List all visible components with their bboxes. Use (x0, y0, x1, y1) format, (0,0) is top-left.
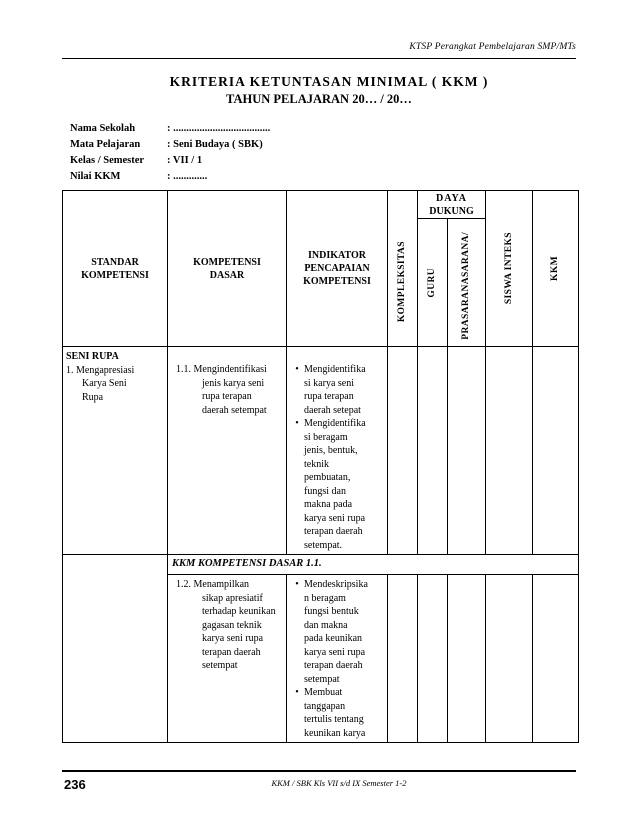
standar-kompetensi-continued (63, 555, 168, 743)
list-item: • Mengidentifika (295, 418, 366, 429)
footer-rule (62, 770, 576, 772)
kompetensi-dasar-cell-2: 1.2. Menampilkan sikap apresiatif terhadap keunikan gagasan teknik karya seni rupa terapan daerah setempat (168, 575, 287, 743)
info-row-class: Kelas / Semester : VII / 1 (70, 155, 203, 166)
empty-cell (533, 347, 579, 555)
header-guru: GURU (418, 219, 448, 347)
list-item: • Mendeskripsika (295, 579, 368, 590)
header-kkm: KKM (533, 191, 579, 347)
empty-cell (486, 347, 533, 555)
header-kompleksitas: KOMPLEKSITAS (388, 191, 418, 347)
document-title: KRITERIA KETUNTASAN MINIMAL ( KKM ) (169, 74, 489, 89)
empty-cell (418, 575, 448, 743)
list-item: • Mengidentifika (295, 364, 366, 375)
header-standar-kompetensi: STANDAR KOMPETENSI (63, 191, 168, 347)
header-prasarana: PRASARANASARANA/ (448, 219, 486, 347)
running-header: KTSP Perangkat Pembelajaran SMP/MTs (409, 42, 576, 52)
header-kompetensi-dasar: KOMPETENSI DASAR (168, 191, 287, 347)
document-subtitle: TAHUN PELAJARAN 20… / 20… (226, 92, 412, 106)
page-number: 236 (64, 777, 86, 792)
kkm-table (62, 190, 579, 743)
header-siswa-inteks: SISWA INTEKS (486, 191, 533, 347)
kompetensi-dasar-cell-1: 1.1. Mengindentifikasi jenis karya seni rupa terapan daerah setempat (168, 347, 287, 555)
footer-text: KKM / SBK Kls VII s/d IX Semester 1-2 (271, 778, 407, 788)
kkm-kompetensi-dasar-label: KKM KOMPETENSI DASAR 1.1. (168, 555, 579, 575)
table-row (63, 347, 579, 555)
empty-cell (388, 347, 418, 555)
empty-cell (448, 575, 486, 743)
standar-kompetensi-cell: SENI RUPA 1. Mengapresiasi Karya Seni Rupa (63, 347, 168, 555)
table-row-kkm-kd (63, 555, 579, 575)
header-indikator: INDIKATOR PENCAPAIAN KOMPETENSI (287, 191, 388, 347)
info-row-kkm: Nilai KKM : ............. (70, 171, 208, 182)
empty-cell (418, 347, 448, 555)
header-daya-dukung: DAYA DUKUNG (418, 191, 486, 219)
info-row-school: Nama Sekolah : ..................................... (70, 123, 271, 134)
indikator-cell-1: • Mengidentifika si karya seni rupa terapan daerah setepat • Mengidentifika si beragam jenis, bentuk, teknik pembuatan, fungsi dan makna pada karya seni rupa terapan daerah setempat. (287, 347, 388, 555)
info-block (70, 121, 270, 185)
empty-cell (388, 575, 418, 743)
empty-cell (486, 575, 533, 743)
list-item: • Membuat (295, 687, 343, 698)
info-row-subject: Mata Pelajaran : Seni Budaya ( SBK) (70, 139, 263, 150)
header-rule (62, 58, 576, 59)
empty-cell (533, 575, 579, 743)
indikator-cell-2: • Mendeskripsika n beragam fungsi bentuk dan makna pada keunikan karya seni rupa terapan daerah setempat • Membuat tanggapan tertulis tentang keunikan karya (287, 575, 388, 743)
empty-cell (448, 347, 486, 555)
